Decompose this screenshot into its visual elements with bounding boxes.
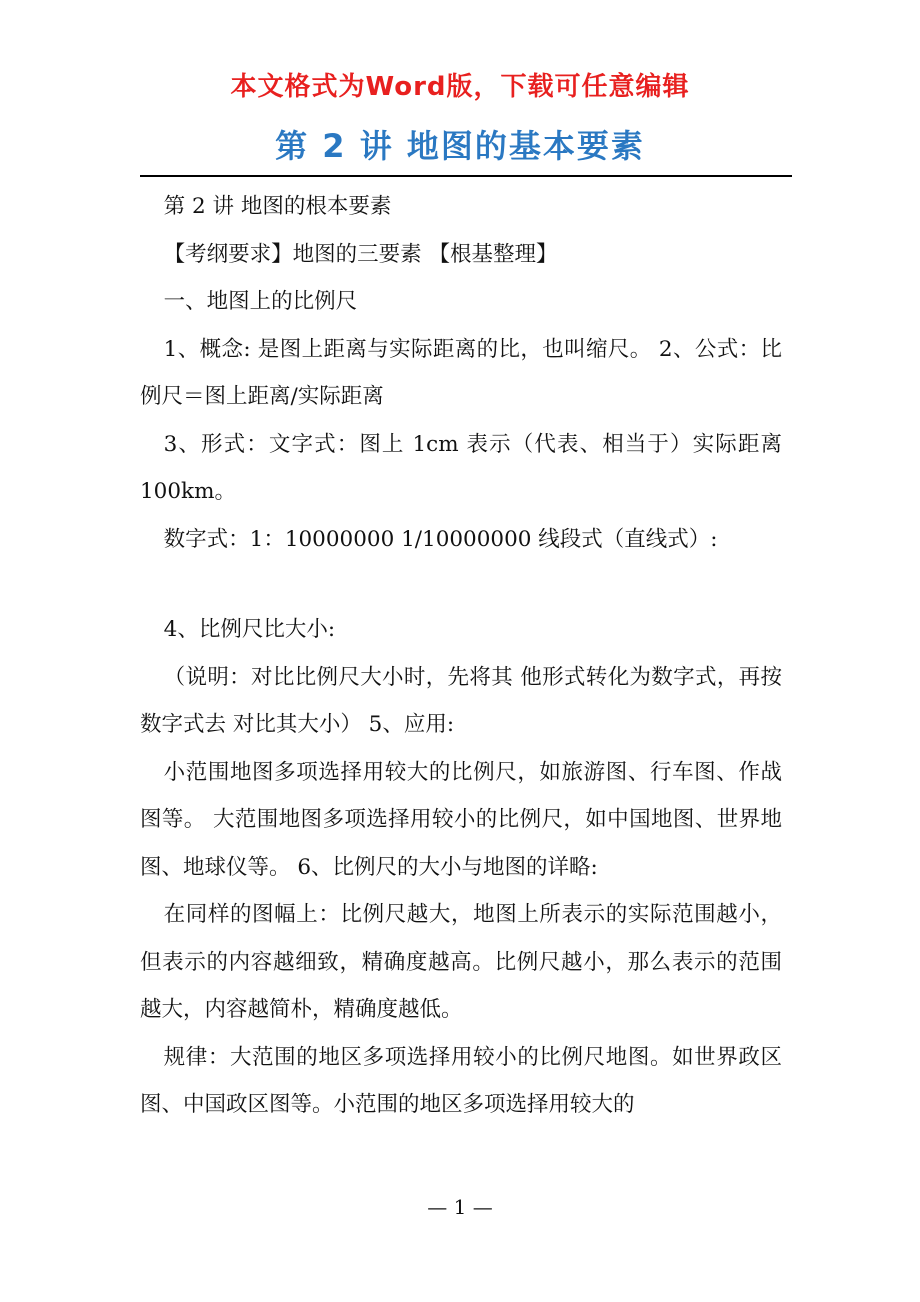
- paragraph-syllabus: 【考纲要求】地图的三要素 【根基整理】: [163, 241, 558, 267]
- blank-line: [140, 563, 782, 606]
- paragraph-forms: 3、形式：文字式：图上 1cm 表示（代表、相当于）实际距离 100km。: [140, 431, 782, 504]
- page-number: — 1 —: [427, 1195, 493, 1219]
- paragraph-detail: 在同样的图幅上：比例尺越大，地图上所表示的实际范围越小，但表示的内容越细致，精确度越高。比例尺越小，那么表示的范围越大，内容越简朴，精确度越低。: [140, 902, 782, 1022]
- document-body: [140, 183, 782, 1129]
- paragraph-numeric-form: 数字式：1：10000000 1/10000000 线段式（直线式）:: [163, 526, 718, 552]
- download-banner: 本文格式为Word版，下载可任意编辑: [230, 72, 690, 102]
- paragraph-note: （说明：对比比例尺大小时，先将其 他形式转化为数字式，再按数字式去 对比其大小） 5、应用:: [140, 664, 782, 737]
- paragraph-section-scale: 一、地图上的比例尺: [163, 289, 358, 314]
- paragraph-rule: 规律：大范围的地区多项选择用较小的比例尺地图。如世界政区图、中国政区图等。小范围的地区多项选择用较大的: [140, 1044, 782, 1117]
- paragraph-lecture-heading: 第 2 讲 地图的根本要素: [163, 194, 392, 219]
- title-divider: [140, 175, 792, 177]
- paragraph-compare: 4、比例尺比大小:: [163, 617, 336, 642]
- document-title: 第 2 讲 地图的基本要素: [275, 127, 645, 165]
- paragraph-application: 小范围地图多项选择用较大的比例尺，如旅游图、行车图、作战图等。 大范围地图多项选择用较小的比例尺，如中国地图、世界地图、地球仪等。 6、比例尺的大小与地图的详略:: [140, 759, 782, 880]
- paragraph-concept-formula: 1、概念: 是图上距离与实际距离的比，也叫缩尺。 2、公式：比例尺＝图上距离/实际距离: [140, 336, 782, 409]
